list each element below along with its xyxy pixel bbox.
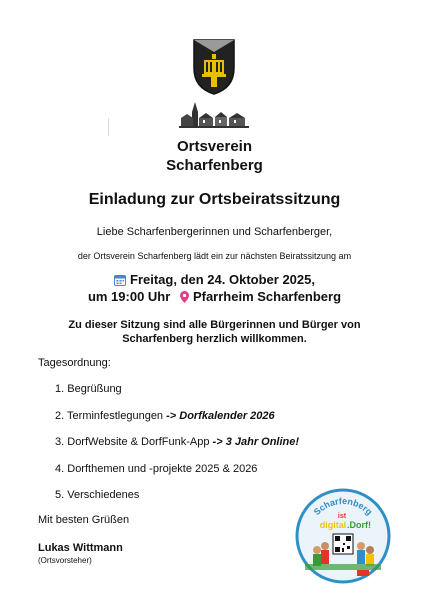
- location-pin-icon: [180, 291, 189, 306]
- badge-dorf-text: .Dorf!: [347, 520, 371, 530]
- agenda-item-number: 1.: [55, 383, 65, 395]
- calendar-icon: [114, 274, 126, 289]
- agenda-item-text: Dorfthemen und -projekte 2025 & 2026: [67, 463, 258, 475]
- welcome-line2: Scharfenberg herzlich willkommen.: [122, 333, 307, 345]
- agenda-item-number: 2.: [55, 410, 65, 422]
- coat-of-arms-icon: [192, 38, 236, 96]
- agenda-item-text: Verschiedenes: [67, 489, 140, 501]
- welcome-line1: Zu dieser Sitzung sind alle Bürgerinnen und Bürger von: [68, 319, 361, 331]
- signer-role: (Ortsvorsteher): [38, 556, 92, 565]
- greeting: Liebe Scharfenbergerinnen und Scharfenberger,: [96, 226, 333, 238]
- agenda-item: [55, 410, 275, 422]
- org-name-line1: Ortsverein: [176, 138, 253, 155]
- badge-digital-text: digital: [319, 520, 347, 530]
- event-time: um 19:00 Uhr: [87, 289, 171, 304]
- closing-text: Mit besten Grüßen: [38, 514, 130, 526]
- badge-ist-text: ist: [337, 513, 347, 520]
- agenda-item-number: 3.: [55, 436, 65, 448]
- event-date: Freitag, den 24. Oktober 2025,: [130, 272, 315, 287]
- agenda-item: [55, 383, 122, 395]
- agenda-item-highlight: -> 3 Jahr Online!: [212, 436, 300, 448]
- agenda-item-text: DorfWebsite & DorfFunk-App: [67, 436, 213, 448]
- page-title: Einladung zur Ortsbeiratssitzung: [88, 191, 341, 208]
- badge-arc-text: Scharfenberg: [311, 495, 375, 518]
- agenda-item-number: 5.: [55, 489, 65, 501]
- event-location: Pfarrheim Scharfenberg: [192, 289, 342, 304]
- invite-text: der Ortsverein Scharfenberg lädt ein zur nächsten Beiratssitzung am: [77, 251, 352, 261]
- village-skyline-icon: [179, 102, 249, 128]
- agenda-heading: Tagesordnung:: [38, 357, 111, 369]
- agenda-item-text: Terminfestlegungen: [67, 410, 167, 422]
- signer-name: Lukas Wittmann: [38, 542, 123, 554]
- digital-village-badge: [295, 488, 391, 584]
- agenda-item-highlight: -> Dorfkalender 2026: [166, 410, 275, 422]
- agenda-item: [55, 489, 139, 501]
- divider: [108, 118, 109, 136]
- agenda-item-text: Begrüßung: [67, 383, 122, 395]
- agenda-item-number: 4.: [55, 463, 65, 475]
- event-date-line: [0, 272, 429, 289]
- event-time-location-line: [0, 289, 429, 306]
- agenda-item: [55, 436, 299, 448]
- agenda-item: [55, 463, 257, 475]
- org-name-line2: Scharfenberg: [166, 157, 263, 174]
